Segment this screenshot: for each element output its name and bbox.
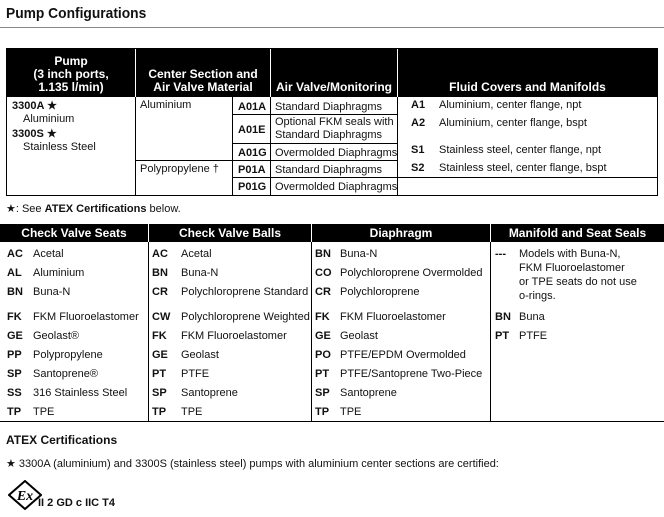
ball-label: PTFE <box>181 368 210 380</box>
ball-label: Geolast <box>181 349 219 361</box>
atex-title: ATEX Certifications <box>6 433 118 447</box>
seat-label: Aluminium <box>33 267 85 279</box>
seat-label: FKM Fluoroelastomer <box>33 311 139 323</box>
seat-code: AC <box>7 248 23 260</box>
ball-label: Polychloroprene Weighted <box>181 311 310 323</box>
seat-label: Geolast® <box>33 330 80 342</box>
ball-code: PT <box>152 368 167 380</box>
fluid-cover-desc: Aluminium, center flange, bspt <box>439 117 587 129</box>
seat-label: Acetal <box>33 248 64 260</box>
seat-code: FK <box>7 311 22 323</box>
diaphragm-code: FK <box>315 311 330 323</box>
diaphragm-label: Geolast <box>340 330 378 342</box>
center-material: Polypropylene † <box>140 163 219 175</box>
ball-label: Acetal <box>181 248 212 260</box>
seat-label: Buna-N <box>33 286 71 298</box>
pump-model: 3300S ★ <box>12 128 57 140</box>
diaphragm-code: GE <box>315 330 331 342</box>
pump-material: Aluminium <box>23 113 75 125</box>
ball-label: Buna-N <box>181 267 219 279</box>
air-valve-code: A01A <box>238 101 267 113</box>
fluid-cover-desc: Stainless steel, center flange, bspt <box>439 162 607 174</box>
ball-code: SP <box>152 387 167 399</box>
header-air-valve: Air Valve/Monitoring <box>275 80 392 94</box>
air-valve-code: P01G <box>238 181 267 193</box>
page-title: Pump Configurations <box>6 5 147 22</box>
pump-material: Stainless Steel <box>23 141 96 153</box>
diaphragm-code: TP <box>315 406 330 418</box>
seat-code: BN <box>7 286 23 298</box>
diaphragm-label: Polychloroprene Overmolded <box>340 267 483 279</box>
seat-code: SP <box>7 368 22 380</box>
ball-label: Santoprene <box>181 387 238 399</box>
header-center-section: Center Section and Air Valve Material <box>148 67 258 94</box>
diaphragm-code: BN <box>315 248 331 260</box>
diaphragm-label: FKM Fluoroelastomer <box>340 311 446 323</box>
ball-code: CR <box>152 286 168 298</box>
ball-code: BN <box>152 267 168 279</box>
seal-code: BN <box>495 311 511 323</box>
diaphragm-code: CO <box>315 267 332 279</box>
atex-note: ★: See ATEX Certifications below. <box>6 203 181 215</box>
diaphragm-label: TPE <box>340 406 362 418</box>
seal-code: --- <box>495 248 506 260</box>
seal-label: Models with Buna-N, <box>519 248 621 260</box>
title-rule <box>0 27 664 28</box>
fluid-cover-code: A1 <box>411 99 426 111</box>
fluid-cover-desc: Stainless steel, center flange, npt <box>439 144 602 156</box>
seat-code: SS <box>7 387 22 399</box>
seal-label: PTFE <box>519 330 548 342</box>
air-valve-desc: Standard Diaphragms <box>275 101 383 113</box>
atex-code: II 2 GD c IIC T4 <box>38 497 116 509</box>
ball-code: FK <box>152 330 167 342</box>
diaphragm-label: Polychloroprene <box>340 286 420 298</box>
header-pump: Pump (3 inch ports, 1.135 l/min) <box>33 54 109 94</box>
diaphragm-label: Santoprene <box>340 387 397 399</box>
pump-model: 3300A ★ <box>12 100 57 112</box>
header-fluid-covers: Fluid Covers and Manifolds <box>449 80 606 94</box>
fluid-cover-code: S2 <box>411 162 425 174</box>
seal-label: FKM Fluoroelastomer <box>519 262 625 274</box>
fluid-cover-code: A2 <box>411 117 426 129</box>
ball-code: TP <box>152 406 167 418</box>
diaphragm-label: PTFE/Santoprene Two-Piece <box>340 368 483 380</box>
ball-code: AC <box>152 248 168 260</box>
seat-code: AL <box>7 267 22 279</box>
seal-code: PT <box>495 330 510 342</box>
ball-label: FKM Fluoroelastomer <box>181 330 287 342</box>
air-valve-code: P01A <box>238 164 266 176</box>
diaphragm-label: Buna-N <box>340 248 378 260</box>
seal-label: or TPE seats do not use <box>519 276 637 288</box>
seat-label: Santoprene® <box>33 368 98 380</box>
seat-code: PP <box>7 349 22 361</box>
ex-atex-icon <box>8 480 42 510</box>
header-check-valve-seats: Check Valve Seats <box>21 226 127 240</box>
header-diaphragm: Diaphragm <box>369 226 433 240</box>
ball-code: CW <box>152 311 171 323</box>
air-valve-code: A01G <box>238 147 267 159</box>
header-manifold-seat-seals: Manifold and Seat Seals <box>508 226 647 240</box>
ball-label: TPE <box>181 406 203 418</box>
air-valve-desc: Overmolded Diaphragms <box>275 181 398 193</box>
air-valve-desc: Standard Diaphragms <box>275 164 383 176</box>
seat-label: Polypropylene <box>33 349 103 361</box>
air-valve-desc: Standard Diaphragms <box>275 129 383 141</box>
diaphragm-code: PT <box>315 368 330 380</box>
pump-configuration-table <box>6 48 658 196</box>
seat-code: TP <box>7 406 22 418</box>
center-material: Aluminium <box>140 99 192 111</box>
air-valve-desc: Overmolded Diaphragms <box>275 147 398 159</box>
seat-label: 316 Stainless Steel <box>33 387 128 399</box>
seat-code: GE <box>7 330 23 342</box>
svg-text:Ex: Ex <box>16 489 34 504</box>
ball-label: Polychloroprene Standard <box>181 286 309 298</box>
atex-text: ★ 3300A (aluminium) and 3300S (stainless steel) pumps with aluminium center sections are certified: <box>6 458 499 470</box>
fluid-cover-desc: Aluminium, center flange, npt <box>439 99 582 111</box>
diaphragm-code: CR <box>315 286 331 298</box>
diaphragm-code: SP <box>315 387 330 399</box>
seal-label: Buna <box>519 311 545 323</box>
air-valve-desc: Optional FKM seals with <box>275 116 394 128</box>
diaphragm-code: PO <box>315 349 331 361</box>
seat-label: TPE <box>33 406 55 418</box>
fluid-cover-code: S1 <box>411 144 425 156</box>
air-valve-code: A01E <box>238 124 266 136</box>
seal-label: o-rings. <box>519 290 556 302</box>
ball-code: GE <box>152 349 168 361</box>
header-check-valve-balls: Check Valve Balls <box>178 226 282 240</box>
diaphragm-label: PTFE/EPDM Overmolded <box>340 349 466 361</box>
